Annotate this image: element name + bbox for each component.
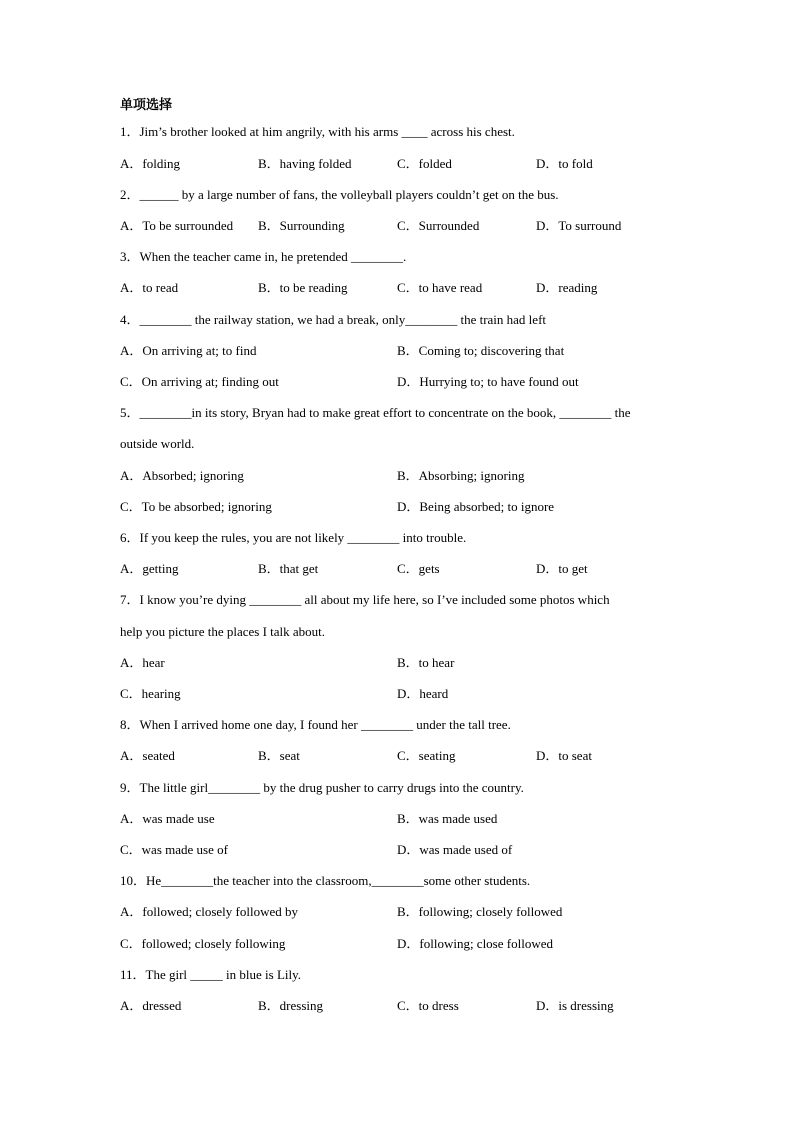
question-7-option-b[interactable]: B．to hear [397, 655, 455, 670]
question-8-stem: 8．When I arrived home one day, I found her ________ under the tall tree. [120, 717, 511, 732]
question-3-option-c[interactable]: C．to have read [397, 280, 483, 295]
question-6-option-a[interactable]: A．getting [120, 561, 179, 576]
question-11-option-c[interactable]: C．to dress [397, 998, 459, 1013]
question-5-stem: 5．________in its story, Bryan had to make great effort to concentrate on the book, ________ the [120, 405, 631, 420]
question-7-option-c[interactable]: C．hearing [120, 686, 181, 701]
question-4-stem: 4．________ the railway station, we had a break, only________ the train had left [120, 312, 547, 327]
question-4-option-b[interactable]: B．Coming to; discovering that [397, 343, 565, 358]
question-11-option-d[interactable]: D．is dressing [536, 998, 614, 1013]
question-2-option-c[interactable]: C．Surrounded [397, 218, 480, 233]
question-2-option-d[interactable]: D．To surround [536, 218, 622, 233]
question-2-stem: 2．______ by a large number of fans, the volleyball players couldn’t get on the bus. [120, 187, 559, 202]
question-2-option-a[interactable]: A．To be surrounded [120, 218, 234, 233]
question-11-stem: 11．The girl _____ in blue is Lily. [120, 967, 302, 982]
question-3-option-a[interactable]: A．to read [120, 280, 179, 295]
question-5-stem-continued: outside world. [120, 436, 195, 451]
question-7-option-d[interactable]: D．heard [397, 686, 449, 701]
question-6-stem: 6．If you keep the rules, you are not likely ________ into trouble. [120, 530, 467, 545]
question-6-option-b[interactable]: B．that get [258, 561, 319, 576]
question-11-option-a[interactable]: A．dressed [120, 998, 182, 1013]
question-6-option-c[interactable]: C．gets [397, 561, 440, 576]
question-7-option-a[interactable]: A．hear [120, 655, 165, 670]
question-5-option-c[interactable]: C．To be absorbed; ignoring [120, 499, 272, 514]
question-3-option-d[interactable]: D．reading [536, 280, 598, 295]
question-10-option-a[interactable]: A．followed; closely followed by [120, 904, 298, 919]
question-5-option-d[interactable]: D．Being absorbed; to ignore [397, 499, 555, 514]
question-6-option-d[interactable]: D．to get [536, 561, 588, 576]
section-heading: 单项选择 [120, 98, 173, 113]
question-5-option-b[interactable]: B．Absorbing; ignoring [397, 468, 525, 483]
question-11-option-b[interactable]: B．dressing [258, 998, 324, 1013]
question-9-option-d[interactable]: D．was made used of [397, 842, 513, 857]
question-4-option-c[interactable]: C．On arriving at; finding out [120, 374, 279, 389]
question-8-option-d[interactable]: D．to seat [536, 748, 592, 763]
question-7-stem: 7．I know you’re dying ________ all about my life here, so I’ve included some photos which [120, 592, 610, 607]
question-9-stem: 9．The little girl________ by the drug pusher to carry drugs into the country. [120, 780, 524, 795]
question-4-option-d[interactable]: D．Hurrying to; to have found out [397, 374, 579, 389]
question-10-option-b[interactable]: B．following; closely followed [397, 904, 563, 919]
question-7-stem-continued: help you picture the places I talk about. [120, 624, 326, 639]
question-1-option-c[interactable]: C．folded [397, 156, 452, 171]
question-5-option-a[interactable]: A．Absorbed; ignoring [120, 468, 244, 483]
question-1-stem: 1．Jim’s brother looked at him angrily, with his arms ____ across his chest. [120, 124, 515, 139]
question-1-option-b[interactable]: B．having folded [258, 156, 352, 171]
question-3-option-b[interactable]: B．to be reading [258, 280, 348, 295]
question-9-option-a[interactable]: A．was made use [120, 811, 215, 826]
question-1-option-d[interactable]: D．to fold [536, 156, 593, 171]
question-10-option-d[interactable]: D．following; close followed [397, 936, 553, 951]
question-10-option-c[interactable]: C．followed; closely following [120, 936, 286, 951]
question-1-option-a[interactable]: A．folding [120, 156, 180, 171]
question-8-option-a[interactable]: A．seated [120, 748, 175, 763]
question-3-stem: 3．When the teacher came in, he pretended ________. [120, 249, 407, 264]
question-4-option-a[interactable]: A．On arriving at; to find [120, 343, 257, 358]
question-9-option-b[interactable]: B．was made used [397, 811, 498, 826]
question-2-option-b[interactable]: B．Surrounding [258, 218, 345, 233]
question-8-option-c[interactable]: C．seating [397, 748, 456, 763]
question-10-stem: 10．He________the teacher into the classroom,________some other students. [120, 873, 531, 888]
question-9-option-c[interactable]: C．was made use of [120, 842, 228, 857]
question-8-option-b[interactable]: B．seat [258, 748, 300, 763]
